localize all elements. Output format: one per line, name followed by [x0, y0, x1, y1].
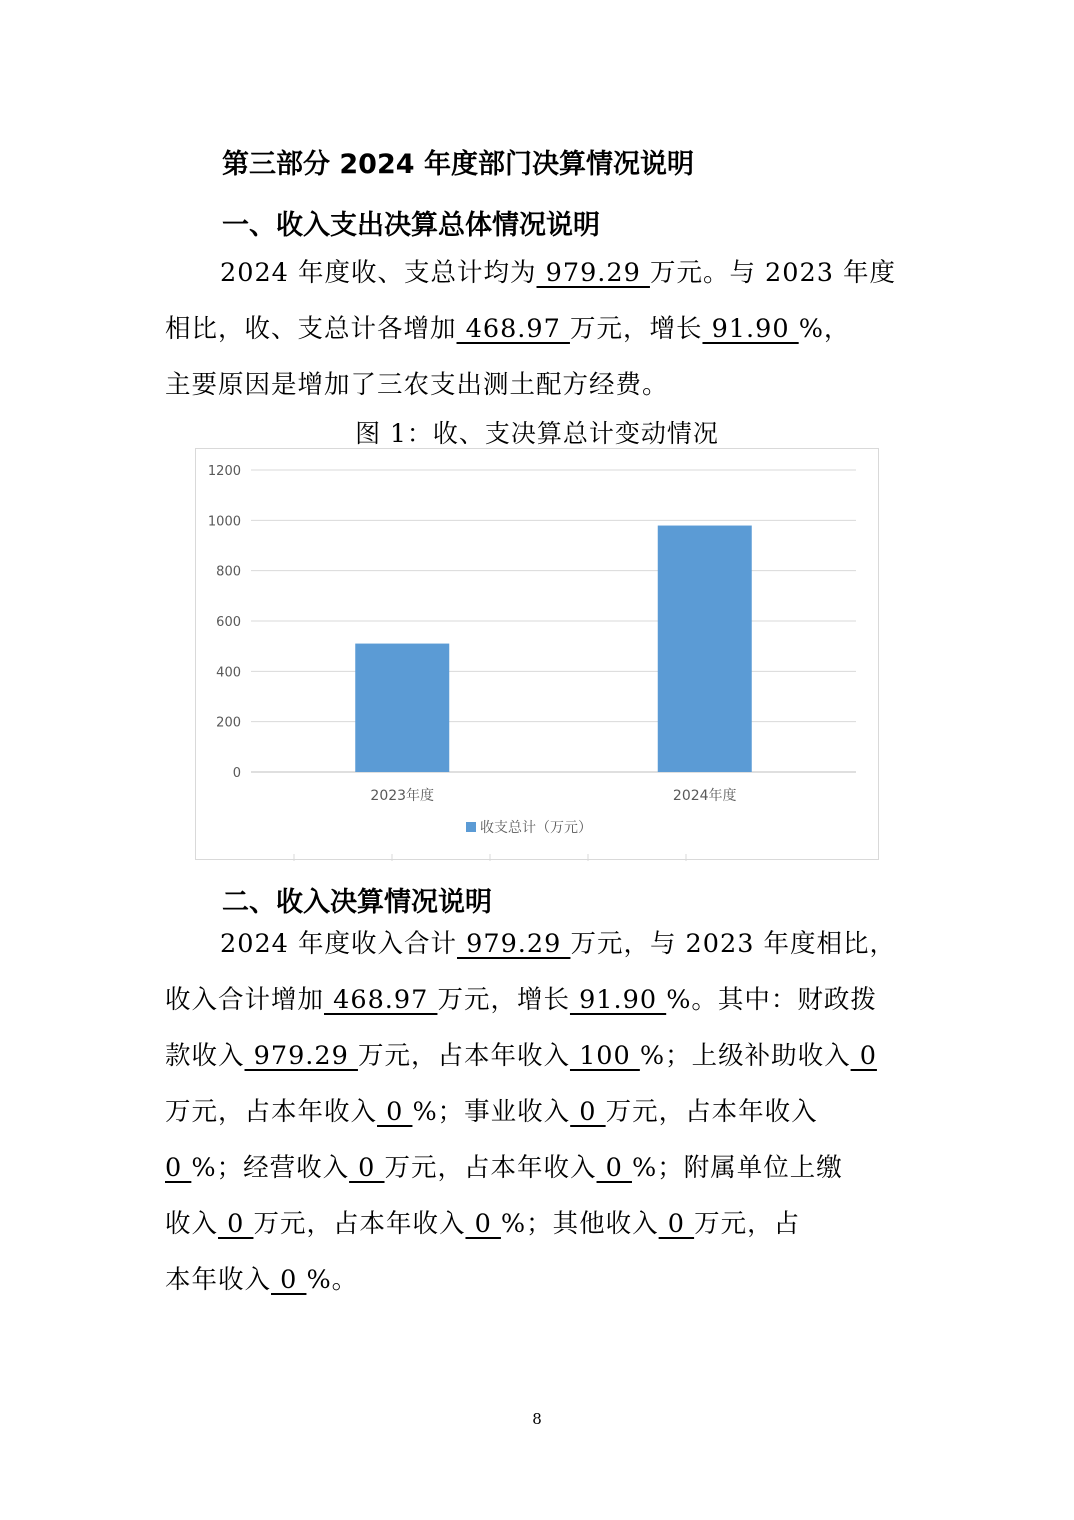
paragraph-line: [165, 301, 913, 357]
text: 万元，占本年收入: [384, 1153, 597, 1183]
page-number: 8: [532, 1410, 542, 1428]
text: 收入: [165, 1209, 219, 1239]
text: 相比，收、支总计各增加: [165, 314, 457, 344]
value: 0: [349, 1153, 385, 1183]
text: %；其他收入: [500, 1209, 659, 1239]
y-tick-label: 600: [216, 615, 241, 630]
paragraph-line: [165, 245, 913, 301]
text: %；上级补助收入: [639, 1041, 851, 1071]
y-tick-label: 1200: [207, 464, 241, 479]
value: 0: [218, 1209, 254, 1239]
value: 0: [271, 1265, 307, 1295]
paragraph-line: [165, 1252, 913, 1308]
y-tick-label: 0: [232, 766, 241, 781]
text: %；附属单位上缴: [631, 1153, 843, 1183]
text: 万元，与 2023 年度相比，: [570, 929, 897, 959]
text: 万元，占本年收入: [253, 1209, 466, 1239]
x-tick-label: 2024年度: [672, 788, 737, 804]
text: 主要原因是增加了三农支出测土配方经费。: [165, 370, 669, 400]
paragraph-line: [165, 1140, 913, 1196]
text: 万元，占本年收入: [165, 1097, 378, 1127]
text: 2024 年度收入合计: [220, 929, 458, 959]
value: 468.97: [324, 985, 438, 1015]
bar-chart: [195, 448, 879, 860]
text: 万元，占本年收入: [605, 1097, 818, 1127]
value: 91.90: [569, 985, 667, 1015]
text: %。其中：财政拨: [666, 985, 877, 1015]
text: 万元。与 2023 年度: [649, 258, 897, 288]
value-total: 979.29: [536, 258, 650, 288]
value-growth: 91.90: [702, 314, 799, 344]
y-tick-label: 200: [216, 715, 241, 731]
heading-income: 二、收入决算情况说明: [222, 887, 492, 918]
text: 万元，占本年收入: [357, 1041, 570, 1071]
value: 0: [596, 1153, 632, 1183]
value: 979.29: [244, 1041, 358, 1071]
text: 万元，占: [694, 1209, 801, 1239]
y-tick-label: 400: [216, 665, 241, 681]
text: %，: [798, 314, 851, 344]
value: 0: [570, 1097, 606, 1127]
value: 979.29: [457, 929, 571, 959]
bar: [658, 526, 752, 772]
value: 100: [569, 1041, 640, 1071]
text: 万元，增长: [569, 314, 703, 344]
chart-canvas: [196, 449, 880, 861]
value: 0: [658, 1209, 695, 1239]
legend-label: 收支总计（万元）: [480, 820, 592, 836]
legend-swatch: [466, 822, 476, 832]
text: 款收入: [165, 1041, 245, 1071]
paragraph-line: [165, 1028, 913, 1084]
paragraph-line: [165, 1196, 913, 1252]
section-title: 第三部分 2024 年度部门决算情况说明: [222, 149, 694, 180]
text: 本年收入: [165, 1265, 272, 1295]
paragraph-line: [165, 916, 913, 972]
value: 0: [377, 1097, 413, 1127]
paragraph-line: [165, 1084, 913, 1140]
paragraph-line: [165, 972, 913, 1028]
text: 2024 年度收、支总计均为: [220, 258, 537, 288]
value: 0: [165, 1153, 192, 1183]
x-tick-label: 2023年度: [370, 788, 435, 804]
value: 0: [465, 1209, 501, 1239]
text: %。: [306, 1265, 359, 1295]
bar: [355, 644, 449, 772]
text: 收入合计增加: [165, 985, 325, 1015]
text: %；经营收入: [191, 1153, 350, 1183]
heading-overall: 一、收入支出决算总体情况说明: [222, 210, 600, 241]
paragraph-line: [165, 357, 913, 413]
text: 万元，增长: [437, 985, 570, 1015]
value: 0: [850, 1041, 877, 1071]
y-tick-label: 800: [216, 564, 241, 580]
text: %；事业收入: [412, 1097, 571, 1127]
paragraph-income: [165, 916, 913, 1308]
paragraph-overall: [165, 245, 913, 413]
value-increase: 468.97: [456, 314, 570, 344]
figure-caption: 图 1：收、支决算总计变动情况: [355, 419, 719, 448]
y-tick-label: 1000: [207, 514, 241, 530]
